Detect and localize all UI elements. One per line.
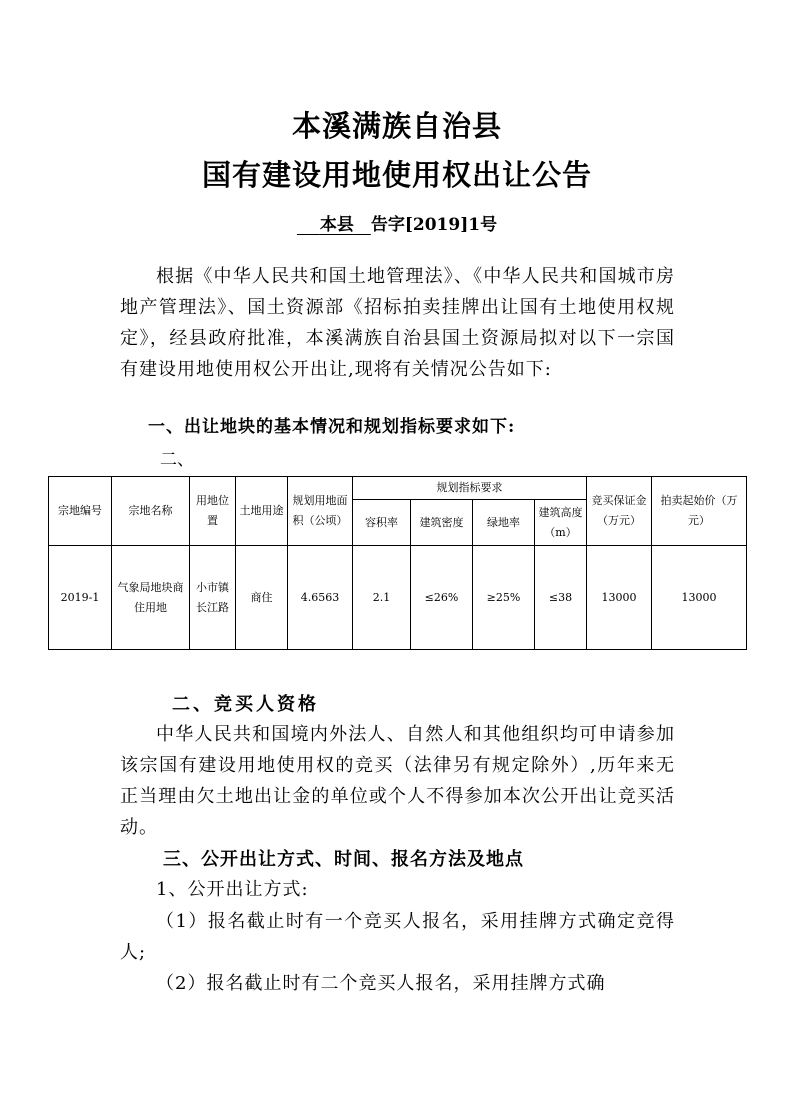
th-location: 用地位置 [190, 477, 236, 546]
section3-heading: 三、公开出让方式、时间、报名方法及地点 [163, 849, 524, 870]
th-area: 规划用地面积（公顷） [288, 477, 353, 546]
cell-green: ≥25% [473, 546, 535, 650]
item1-1-paragraph: （1）报名截止时有一个竞买人报名，采用挂牌方式确定竞得人; [120, 911, 675, 963]
cell-start-price: 13000 [652, 546, 747, 650]
intro-paragraph: 根据《中华人民共和国土地管理法》、《中华人民共和国城市房地产管理法》、国土资源部《招标拍卖挂牌出让国有土地使用权规定》，经县政府批准，本溪满族自治县国土资源局拟对以下一宗国有建设用地使用权公开出让,现将有关情况公告如下: [120, 266, 675, 380]
th-use: 土地用途 [236, 477, 288, 546]
cell-area: 4.6563 [288, 546, 353, 650]
th-deposit: 竞买保证金（万元） [587, 477, 652, 546]
cell-deposit: 13000 [587, 546, 652, 650]
section1-heading: 一、出让地块的基本情况和规划指标要求如下: [148, 417, 516, 437]
cell-height: ≤38 [535, 546, 587, 650]
section1-subnote: 二、 [160, 450, 194, 470]
cell-location: 小市镇长江路 [190, 546, 236, 650]
th-far: 容积率 [353, 500, 411, 546]
title-announcement: 国有建设用地使用权出让公告 [201, 158, 592, 192]
th-start-price: 拍卖起始价（万元） [652, 477, 747, 546]
th-parcel-no: 宗地编号 [49, 477, 112, 546]
item1-heading: 1、公开出让方式: [156, 879, 309, 900]
th-green: 绿地率 [473, 500, 535, 546]
th-plan-group: 规划指标要求 [353, 477, 587, 500]
cell-use: 商住 [236, 546, 288, 650]
item1-2-line: （2）报名截止时有二个竞买人报名，采用挂牌方式确 [156, 973, 606, 994]
section2-heading: 二、竞买人资格 [172, 694, 319, 715]
th-density: 建筑密度 [411, 500, 473, 546]
th-height: 建筑高度（m） [535, 500, 587, 546]
docno-rest: 告字[2019]1号 [370, 215, 498, 235]
cell-parcel-no: 2019-1 [49, 546, 112, 650]
cell-far: 2.1 [353, 546, 411, 650]
section2-paragraph: 中华人民共和国境内外法人、自然人和其他组织均可申请参加该宗国有建设用地使用权的竞买（法律另有规定除外）,历年来无正当理由欠土地出让金的单位或个人不得参加本次公开出让竞买活动。 [120, 724, 675, 838]
title-county: 本溪满族自治县 [291, 109, 502, 143]
cell-density: ≤26% [411, 546, 473, 650]
document-number [0, 210, 794, 235]
table-row [49, 546, 747, 650]
parcel-table [48, 476, 747, 650]
cell-name: 气象局地块商住用地 [112, 546, 190, 650]
docno-prefix: 本县 [319, 215, 354, 235]
th-name: 宗地名称 [112, 477, 190, 546]
